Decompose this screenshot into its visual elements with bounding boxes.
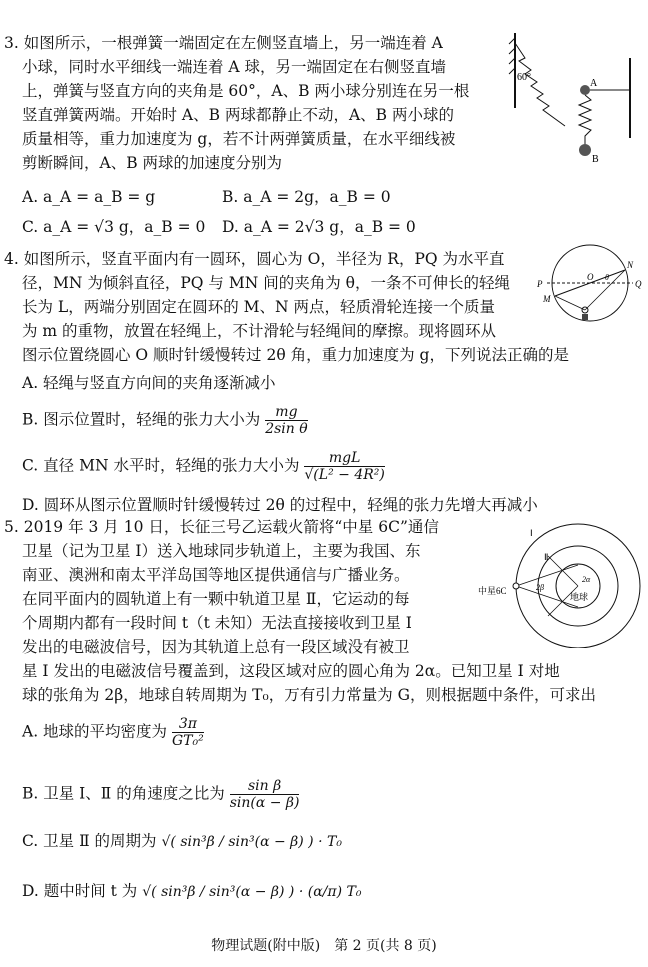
label-theta: θ xyxy=(605,273,609,282)
q4-option-b-numerator: mg xyxy=(265,404,307,421)
q4-option-c-numerator: mgL xyxy=(304,450,384,467)
q4-option-b-text: B. 图示位置时，轻绳的张力大小为 xyxy=(22,410,261,429)
q5-option-b xyxy=(22,778,299,811)
q4-option-b xyxy=(22,404,308,437)
q5-line-4: 在同平面内的圆轨道上有一颗中轨道卫星 Ⅱ，它运动的每 xyxy=(22,590,410,608)
label-orbit-1: Ⅰ xyxy=(530,528,533,538)
q4-line-1: 4. 如图所示，竖直平面内有一圆环，圆心为 O，半径为 R，PQ 为水平直 xyxy=(4,250,505,268)
q5-orbit-figure xyxy=(478,518,644,648)
ball-a xyxy=(580,85,590,95)
q4-option-c-denominator: √(L² − 4R²) xyxy=(304,467,385,483)
ball-b xyxy=(579,144,591,156)
q4-line-3: 长为 L，两端分别固定在圆环的 M、N 两点，轻质滑轮连接一个质量 xyxy=(22,298,496,316)
q5-option-d-expression: √( sin³β / sin³(α − β) ) · (α/π) T₀ xyxy=(142,884,362,900)
q4-line-2: 径，MN 为倾斜直径，PQ 与 MN 间的夹角为 θ，一条不可伸长的轻绳 xyxy=(22,274,510,292)
q5-option-a xyxy=(22,716,204,749)
q5-option-a-denominator: GT₀² xyxy=(172,733,204,749)
q5-option-a-text: A. 地球的平均密度为 xyxy=(22,722,168,741)
q3-option-a: A. a_A = a_B = g xyxy=(22,188,156,206)
ball-b-label: B xyxy=(592,154,599,165)
q5-line-6: 发出的电磁波信号，因为其轨道上总有一段区域没有被卫 xyxy=(22,638,410,656)
q4-option-c-text: C. 直径 MN 水平时，轻绳的张力大小为 xyxy=(22,456,300,475)
q4-line-4: 为 m 的重物，放置在轻绳上，不计滑轮与轻绳间的摩擦。现将圆环从 xyxy=(22,322,497,340)
q5-option-b-fraction xyxy=(230,778,300,811)
q4-line-5: 图示位置绕圆心 O 顺时针缓慢转过 2θ 角，重力加速度为 g，下列说法正确的是 xyxy=(22,346,569,364)
label-2alpha: 2α xyxy=(582,575,591,584)
q3-option-d: D. a_A = 2√3 g，a_B = 0 xyxy=(222,218,416,236)
q3-line-1: 3. 如图所示，一根弹簧一端固定在左侧竖直墙上，另一端连着 A xyxy=(4,34,443,52)
q5-line-5: 个周期内都有一段时间 t（t 未知）无法直接接收到卫星 Ⅰ xyxy=(22,614,412,632)
label-m: M xyxy=(543,294,551,304)
page-footer: 物理试题(附中版) 第 2 页(共 8 页) xyxy=(211,938,437,954)
label-q: Q xyxy=(635,279,642,289)
q3-option-b: B. a_A = 2g，a_B = 0 xyxy=(222,188,391,206)
q5-line-3: 南亚、澳洲和南太平洋岛国等地区提供通信与广播业务。 xyxy=(22,566,410,584)
q4-option-a: A. 轻绳与竖直方向间的夹角逐渐减小 xyxy=(22,374,276,392)
q3-option-c: C. a_A = √3 g，a_B = 0 xyxy=(22,218,206,236)
q3-line-2: 小球，同时水平细线一端连着 A 球，另一端固定在右侧竖直墙 xyxy=(22,58,447,76)
q5-option-c-expression: √( sin³β / sin³(α − β) ) · T₀ xyxy=(161,834,342,850)
q4-option-c-fraction xyxy=(304,450,384,483)
q5-line-8: 球的张角为 2β，地球自转周期为 T₀，万有引力常量为 G，则根据题中条件，可求出 xyxy=(22,686,597,704)
label-n: N xyxy=(627,260,634,270)
q3-line-5: 质量相等，重力加速度为 g，若不计两弹簧质量，在水平细线被 xyxy=(22,130,456,148)
label-earth: 地球 xyxy=(570,592,589,602)
q5-option-b-text: B. 卫星 Ⅰ、Ⅱ 的角速度之比为 xyxy=(22,784,225,803)
q3-line-4: 竖直弹簧两端。开始时 A、B 两球都静止不动，A、B 两小球的 xyxy=(22,106,454,124)
q3-spring-figure xyxy=(505,28,645,178)
q5-option-b-denominator: sin(α − β) xyxy=(229,795,300,811)
label-satellite: 中星6C xyxy=(478,586,507,596)
q4-ring-figure xyxy=(535,238,645,328)
q5-option-a-fraction xyxy=(172,716,204,749)
q5-option-d-text: D. 题中时间 t 为 xyxy=(22,882,138,900)
label-2beta: 2β xyxy=(536,583,544,592)
q4-option-d: D. 圆环从图示位置顺时针缓慢转过 2θ 的过程中，轻绳的张力先增大再减小 xyxy=(22,496,538,514)
q3-line-6: 剪断瞬间，A、B 两球的加速度分别为 xyxy=(22,154,283,172)
q5-line-2: 卫星（记为卫星 Ⅰ）送入地球同步轨道上，主要为我国、东 xyxy=(22,542,421,560)
q5-option-c-text: C. 卫星 Ⅱ 的周期为 xyxy=(22,832,157,850)
q4-option-b-denominator: 2sin θ xyxy=(265,421,308,437)
q5-option-b-numerator: sin β xyxy=(230,778,300,795)
label-o: O xyxy=(587,272,594,282)
q3-line-3: 上，弹簧与竖直方向的夹角是 60°，A、B 两小球分别连在另一根 xyxy=(22,82,470,100)
q4-option-c xyxy=(22,450,385,483)
q5-line-1: 5. 2019 年 3 月 10 日，长征三号乙运载火箭将“中星 6C”通信 xyxy=(4,518,439,536)
q5-option-a-numerator: 3π xyxy=(172,716,204,733)
q5-option-c xyxy=(22,830,342,853)
q5-line-7: 星 Ⅰ 发出的电磁波信号覆盖到，这段区域对应的圆心角为 2α。已知卫星 Ⅰ 对地 xyxy=(22,662,560,680)
label-orbit-2: Ⅱ xyxy=(544,552,549,562)
ball-a-label: A xyxy=(590,78,598,89)
label-p: P xyxy=(537,279,543,289)
q5-option-d xyxy=(22,880,361,903)
q4-option-b-fraction xyxy=(265,404,307,437)
q3-angle-label: 60° xyxy=(517,72,531,83)
